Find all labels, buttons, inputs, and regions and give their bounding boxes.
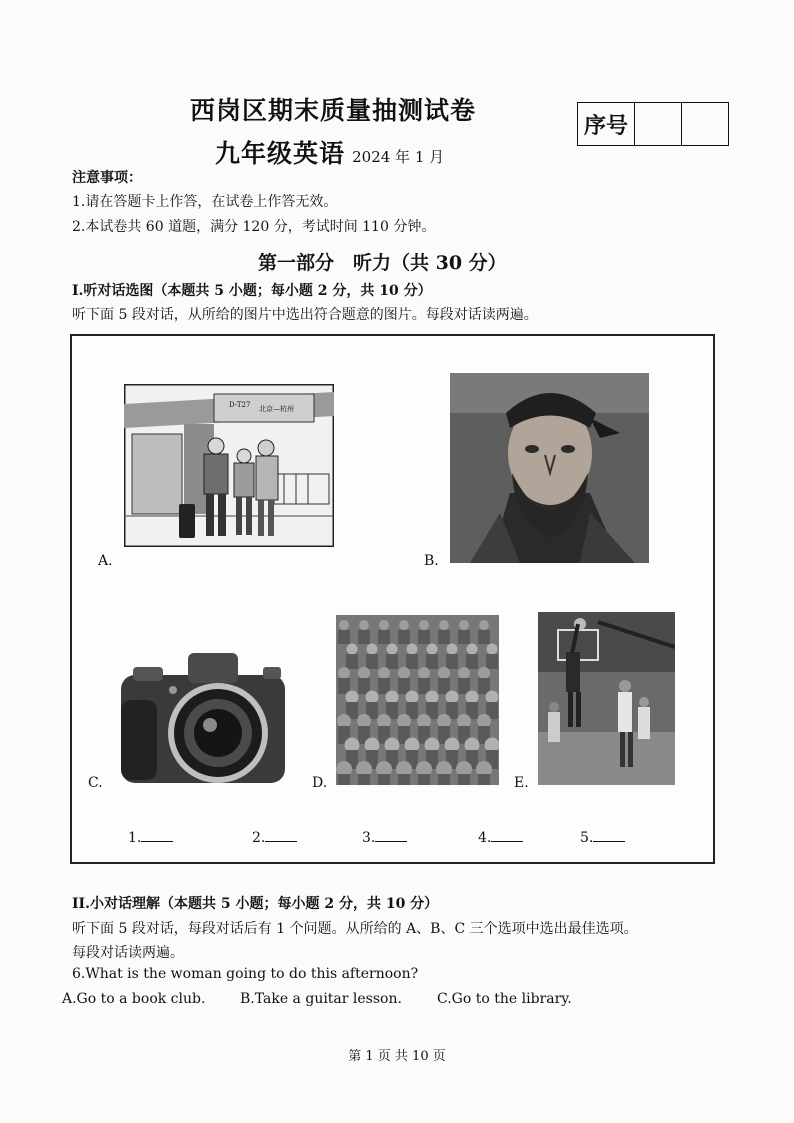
warrior-head <box>407 644 418 655</box>
warrior-body <box>478 630 490 644</box>
warrior-body <box>438 630 450 644</box>
warrior-body <box>438 774 450 785</box>
answer-blank-1[interactable] <box>128 829 173 846</box>
warrior-body <box>358 678 370 694</box>
warrior-head <box>417 714 431 728</box>
warrior-body <box>378 774 390 785</box>
warrior-head <box>366 691 379 704</box>
warrior-body <box>366 654 378 669</box>
answer-blank-2[interactable] <box>252 829 297 846</box>
picture-d <box>336 615 499 785</box>
answer-blank-5[interactable] <box>580 829 625 846</box>
warrior-body <box>358 630 370 644</box>
warrior-body <box>386 654 398 669</box>
subject-label: 九年级英语 <box>215 139 346 168</box>
warrior-head <box>379 620 389 630</box>
warrior-head <box>418 667 430 679</box>
warrior-body <box>398 678 410 694</box>
question-6-stem: 6.What is the woman going to do this afternoon? <box>72 966 419 982</box>
blank-line <box>491 829 523 842</box>
warrior-body <box>338 774 350 785</box>
warrior-body <box>358 774 370 785</box>
warrior-head <box>339 620 349 630</box>
picture-e <box>538 612 675 785</box>
warrior-body <box>478 774 490 785</box>
exam-subtitle <box>215 134 444 170</box>
warrior-head <box>477 714 491 728</box>
warrior-head <box>487 644 498 655</box>
warrior-body <box>478 678 490 694</box>
picture-c <box>113 645 291 785</box>
warrior-head <box>337 714 351 728</box>
exam-date: 2024 年 1 月 <box>352 148 445 166</box>
warrior-body <box>458 678 470 694</box>
page-footer: 第 1 页 共 10 页 <box>348 1049 446 1064</box>
warrior-head <box>427 644 438 655</box>
warrior-body <box>426 654 438 669</box>
blank-line <box>375 829 407 842</box>
warrior-body <box>418 630 430 644</box>
blank-line <box>593 829 625 842</box>
section2-title: II.小对话理解（本题共 5 小题；每小题 2 分，共 10 分） <box>72 896 439 912</box>
exam-title: 西岗区期末质量抽测试卷 <box>190 96 477 125</box>
warrior-head <box>357 714 371 728</box>
blank-number: 3. <box>362 830 376 846</box>
blank-number: 1. <box>128 830 142 846</box>
warrior-body <box>418 774 430 785</box>
part1-title: 第一部分 听力（共 30 分） <box>258 252 507 274</box>
warrior-body <box>406 654 418 669</box>
warrior-body <box>446 654 458 669</box>
picture-c-letter: C. <box>88 775 103 791</box>
warrior-head <box>387 644 398 655</box>
warrior-head <box>397 714 411 728</box>
sign-text: 北京—杭州 <box>259 405 294 413</box>
picture-a <box>124 384 334 547</box>
blank-number: 2. <box>252 830 266 846</box>
warrior-body <box>338 630 350 644</box>
blank-number: 4. <box>478 830 492 846</box>
warrior-head <box>439 620 449 630</box>
warrior-body <box>346 654 358 669</box>
warrior-body <box>486 654 498 669</box>
warrior-head <box>358 667 370 679</box>
section1-instruction: 听下面 5 段对话，从所给的图片中选出符合题意的图片。每段对话读两遍。 <box>72 307 538 323</box>
warrior-head <box>386 691 399 704</box>
warrior-head <box>458 667 470 679</box>
warrior-head <box>347 644 358 655</box>
warrior-head <box>419 620 429 630</box>
warrior-head <box>446 691 459 704</box>
warrior-body <box>438 678 450 694</box>
question-6-option-c[interactable]: C.Go to the library. <box>437 991 572 1007</box>
answer-blank-3[interactable] <box>362 829 407 846</box>
warrior-body <box>378 678 390 694</box>
section1-title: I.听对话选图（本题共 5 小题；每小题 2 分，共 10 分） <box>72 283 432 299</box>
warrior-head <box>457 714 471 728</box>
warrior-head <box>486 691 499 704</box>
blank-number: 5. <box>580 830 594 846</box>
warrior-body <box>458 774 470 785</box>
warrior-body <box>466 654 478 669</box>
warrior-head <box>438 667 450 679</box>
picture-b-letter: B. <box>424 553 439 569</box>
warrior-head <box>377 714 391 728</box>
warrior-head <box>466 691 479 704</box>
picture-e-letter: E. <box>514 775 529 791</box>
warrior-head <box>338 667 350 679</box>
warrior-head <box>378 667 390 679</box>
warrior-head <box>437 714 451 728</box>
question-6-option-a[interactable]: A.Go to a book club. <box>62 991 206 1007</box>
warrior-head <box>467 644 478 655</box>
warrior-head <box>399 620 409 630</box>
serial-label: 序号 <box>578 103 635 145</box>
warrior-body <box>458 630 470 644</box>
picture-d-letter: D. <box>312 775 328 791</box>
notes-heading: 注意事项： <box>72 170 142 186</box>
warrior-body <box>398 774 410 785</box>
warrior-head <box>426 691 439 704</box>
picture-b <box>450 373 649 563</box>
warrior-head <box>398 667 410 679</box>
warrior-body <box>418 678 430 694</box>
serial-cell-2 <box>682 103 728 145</box>
warrior-head <box>359 620 369 630</box>
serial-cell-1 <box>635 103 682 145</box>
warrior-head <box>447 644 458 655</box>
warrior-body <box>378 630 390 644</box>
note-item-2: 2.本试卷共 60 道题，满分 120 分，考试时间 110 分钟。 <box>72 219 436 235</box>
warrior-head <box>478 667 490 679</box>
sign-code: D-T27 <box>229 401 251 409</box>
warrior-head <box>367 644 378 655</box>
warrior-head <box>459 620 469 630</box>
warrior-body <box>338 678 350 694</box>
section2-instruction-2: 每段对话读两遍。 <box>72 945 184 961</box>
blank-line <box>265 829 297 842</box>
blank-line <box>141 829 173 842</box>
warrior-body <box>398 630 410 644</box>
serial-number-box <box>577 102 729 146</box>
section2-instruction-1: 听下面 5 段对话，每段对话后有 1 个问题。从所给的 A、B、C 三个选项中选出最佳选项。 <box>72 921 638 937</box>
picture-a-letter: A. <box>98 553 113 569</box>
warrior-head <box>479 620 489 630</box>
warrior-head <box>346 691 359 704</box>
warrior-head <box>406 691 419 704</box>
answer-blank-4[interactable] <box>478 829 523 846</box>
note-item-1: 1.请在答题卡上作答，在试卷上作答无效。 <box>72 194 338 210</box>
question-6-option-b[interactable]: B.Take a guitar lesson. <box>240 991 402 1007</box>
